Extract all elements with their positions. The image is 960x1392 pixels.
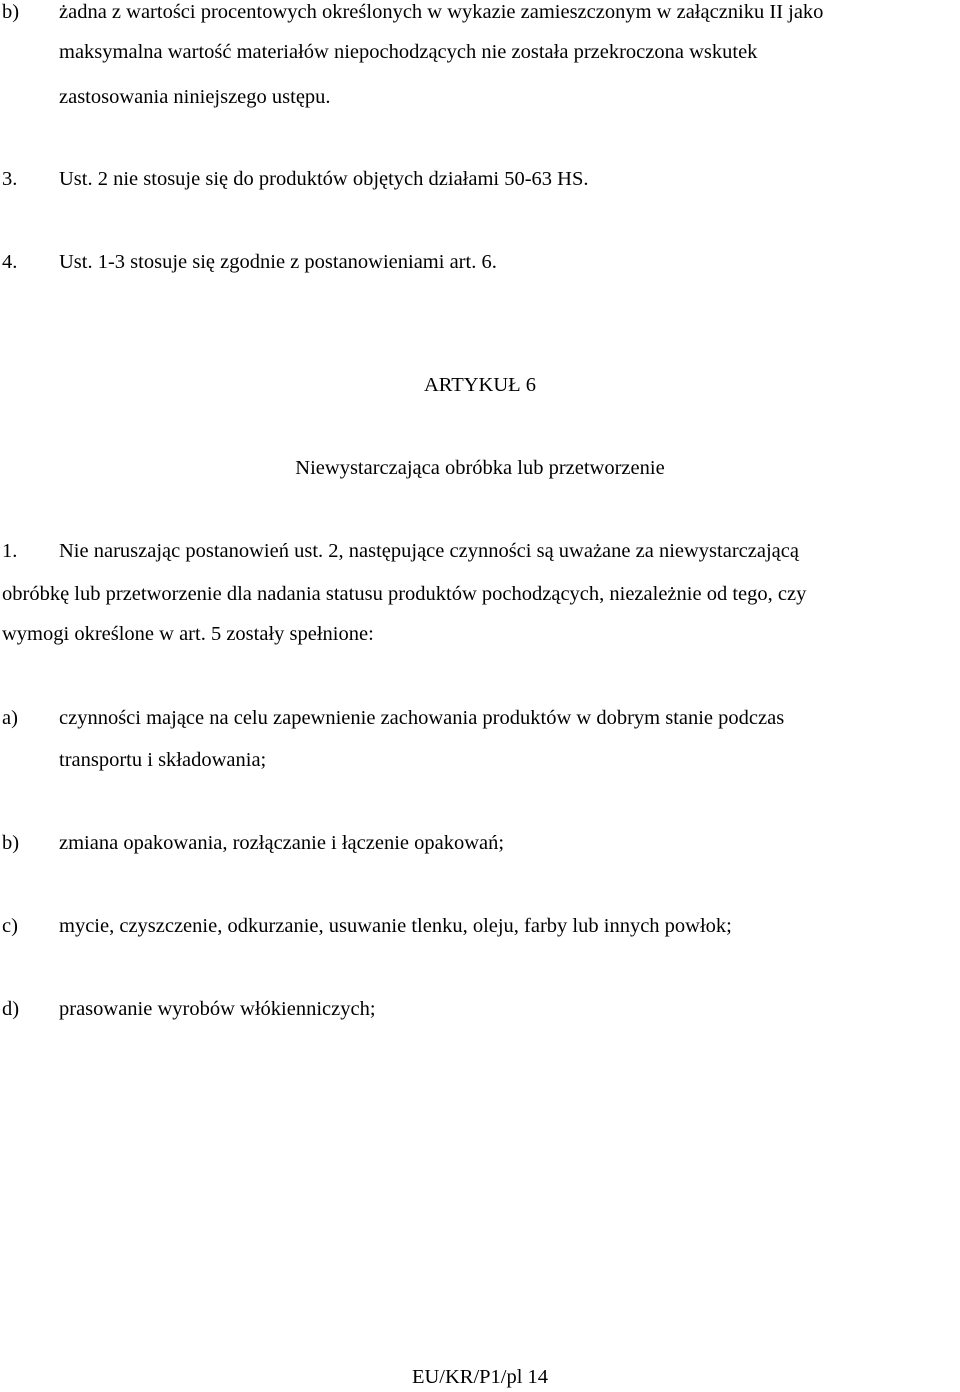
list-item-b-line-1: zmiana opakowania, rozłączanie i łączenie opakowań; (59, 832, 505, 854)
list-item-d-line-1: prasowanie wyrobów włókienniczych; (59, 998, 376, 1020)
article-title: Niewystarczająca obróbka lub przetworzenie (295, 457, 665, 479)
paragraph-4-number: 4. (2, 251, 18, 273)
list-marker-c: c) (2, 915, 18, 937)
paragraph-1-number: 1. (2, 540, 18, 562)
list-marker-a: a) (2, 707, 18, 729)
article-heading: ARTYKUŁ 6 (423, 374, 537, 396)
item-b-top-line-2: maksymalna wartość materiałów niepochodzących nie została przekroczona wskutek (59, 41, 758, 63)
paragraph-1-line-2: obróbkę lub przetworzenie dla nadania statusu produktów pochodzących, niezależnie od tego, czy (2, 583, 807, 605)
list-item-c-line-1: mycie, czyszczenie, odkurzanie, usuwanie tlenku, oleju, farby lub innych powłok; (59, 915, 732, 937)
list-item-a-line-2: transportu i składowania; (59, 749, 267, 771)
item-b-top-line-3: zastosowania niniejszego ustępu. (59, 86, 331, 108)
page-footer-id: EU/KR/P1/pl 14 (411, 1366, 549, 1388)
paragraph-3-number: 3. (2, 168, 18, 190)
item-b-top-line-1: żadna z wartości procentowych określonych w wykazie zamieszczonym w załączniku II jako (59, 1, 824, 23)
paragraph-1-line-1: Nie naruszając postanowień ust. 2, następujące czynności są uważane za niewystarczającą (59, 540, 799, 562)
list-item-a-line-1: czynności mające na celu zapewnienie zachowania produktów w dobrym stanie podczas (59, 707, 785, 729)
paragraph-1-line-3: wymogi określone w art. 5 zostały spełnione: (2, 623, 374, 645)
paragraph-4-text: Ust. 1-3 stosuje się zgodnie z postanowieniami art. 6. (59, 251, 497, 273)
paragraph-3-text: Ust. 2 nie stosuje się do produktów objętych działami 50-63 HS. (59, 168, 589, 190)
list-marker-d: d) (2, 998, 20, 1020)
list-marker-b-top: b) (2, 1, 20, 23)
list-marker-b: b) (2, 832, 20, 854)
